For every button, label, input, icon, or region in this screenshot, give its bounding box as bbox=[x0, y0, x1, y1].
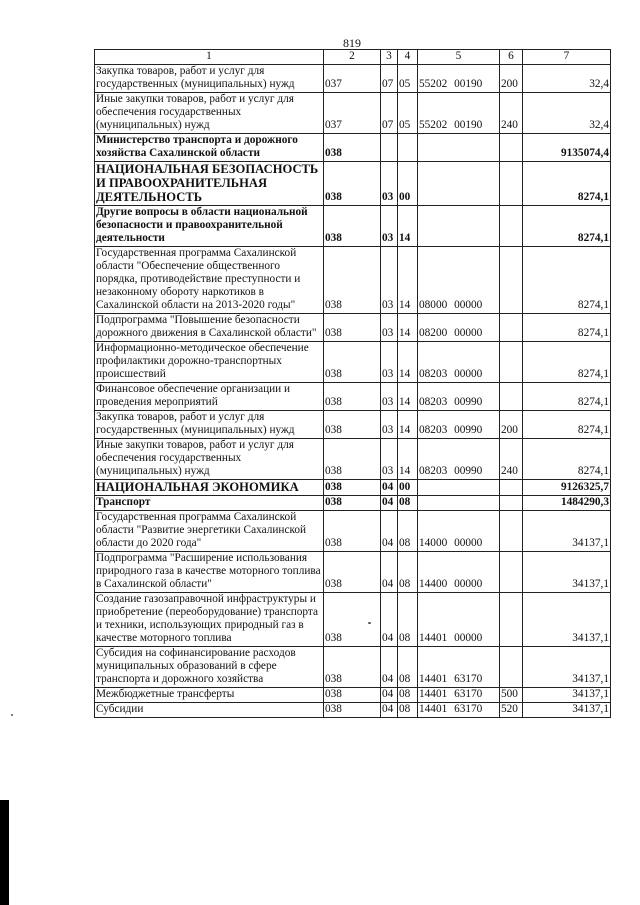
row-target-cell: 14401 63170 bbox=[418, 647, 500, 688]
row-section-cell: 03 bbox=[381, 383, 398, 411]
row-type-cell: 240 bbox=[500, 93, 523, 134]
row-name-cell: Информационно-методическое обеспечение профилактики дорожно-транспортных происшествий bbox=[95, 342, 324, 383]
row-target-cell: 08000 00000 bbox=[418, 247, 500, 314]
row-section-cell: 04 bbox=[381, 552, 398, 593]
table-row bbox=[95, 342, 611, 383]
row-name-cell: Межбюджетные трансферты bbox=[95, 688, 324, 703]
row-section-cell: 07 bbox=[381, 93, 398, 134]
row-type-cell bbox=[500, 162, 523, 206]
row-type-cell bbox=[500, 647, 523, 688]
row-name-cell: Другие вопросы в области национальной безопасности и правоохранительной деятельности bbox=[95, 206, 324, 247]
row-name-cell: Закупка товаров, работ и услуг для государственных (муниципальных) нужд bbox=[95, 65, 324, 93]
row-subsection-cell: 00 bbox=[398, 162, 418, 206]
row-name-cell: Государственная программа Сахалинской области "Развитие энергетики Сахалинской области до 2020 года" bbox=[95, 511, 324, 552]
row-code-cell: 038 bbox=[324, 206, 381, 247]
row-section-cell: 03 bbox=[381, 342, 398, 383]
row-subsection-cell: 08 bbox=[398, 688, 418, 703]
table-row bbox=[95, 247, 611, 314]
row-name-cell: Подпрограмма "Расширение использования природного газа в качестве моторного топлива в Сахалинской области" bbox=[95, 552, 324, 593]
row-section-cell: 04 bbox=[381, 688, 398, 703]
row-target-cell: 08203 00990 bbox=[418, 411, 500, 439]
row-amount-cell: 9126325,7 bbox=[523, 480, 611, 496]
row-amount-cell: 8274,1 bbox=[523, 342, 611, 383]
row-amount-cell: 34137,1 bbox=[523, 688, 611, 703]
row-name-cell: Иные закупки товаров, работ и услуг для обеспечения государственных (муниципальных) нужд bbox=[95, 93, 324, 134]
table-row bbox=[95, 688, 611, 703]
row-target-cell: 08203 00000 bbox=[418, 342, 500, 383]
row-code-cell: 038 bbox=[324, 134, 381, 162]
row-code-cell: 038 bbox=[324, 703, 381, 718]
row-amount-cell: 8274,1 bbox=[523, 247, 611, 314]
row-target-cell: 55202 00190 bbox=[418, 65, 500, 93]
header-cell: 6 bbox=[500, 50, 523, 65]
table-row bbox=[95, 496, 611, 511]
row-code-cell: 038 bbox=[324, 480, 381, 496]
table-row bbox=[95, 480, 611, 496]
row-target-cell bbox=[418, 134, 500, 162]
header-cell: 2 bbox=[324, 50, 381, 65]
table-row bbox=[95, 411, 611, 439]
row-section-cell: 04 bbox=[381, 496, 398, 511]
table-row bbox=[95, 134, 611, 162]
row-subsection-cell: 08 bbox=[398, 552, 418, 593]
row-type-cell bbox=[500, 314, 523, 342]
row-section-cell: 07 bbox=[381, 65, 398, 93]
row-code-cell: 038 bbox=[324, 314, 381, 342]
scan-speck bbox=[368, 622, 371, 624]
row-code-cell: 038 bbox=[324, 383, 381, 411]
row-target-cell bbox=[418, 496, 500, 511]
row-target-cell: 14400 00000 bbox=[418, 552, 500, 593]
row-code-cell: 037 bbox=[324, 65, 381, 93]
row-subsection-cell: 08 bbox=[398, 703, 418, 718]
row-subsection-cell: 08 bbox=[398, 647, 418, 688]
row-code-cell: 038 bbox=[324, 439, 381, 480]
row-subsection-cell: 05 bbox=[398, 65, 418, 93]
row-target-cell: 14401 00000 bbox=[418, 593, 500, 647]
row-target-cell: 14000 00000 bbox=[418, 511, 500, 552]
scan-edge-mark bbox=[0, 800, 9, 905]
row-target-cell bbox=[418, 480, 500, 496]
table-row bbox=[95, 206, 611, 247]
table-row bbox=[95, 314, 611, 342]
row-subsection-cell: 14 bbox=[398, 342, 418, 383]
table-row bbox=[95, 383, 611, 411]
row-target-cell: 55202 00190 bbox=[418, 93, 500, 134]
row-subsection-cell: 14 bbox=[398, 247, 418, 314]
row-code-cell: 038 bbox=[324, 496, 381, 511]
row-code-cell: 038 bbox=[324, 647, 381, 688]
row-amount-cell: 34137,1 bbox=[523, 552, 611, 593]
header-cell: 7 bbox=[523, 50, 611, 65]
row-amount-cell: 8274,1 bbox=[523, 383, 611, 411]
row-name-cell: Закупка товаров, работ и услуг для государственных (муниципальных) нужд bbox=[95, 411, 324, 439]
row-amount-cell: 8274,1 bbox=[523, 314, 611, 342]
row-name-cell: Финансовое обеспечение организации и проведения мероприятий bbox=[95, 383, 324, 411]
row-name-cell: НАЦИОНАЛЬНАЯ БЕЗОПАСНОСТЬ И ПРАВООХРАНИТЕЛЬНАЯ ДЕЯТЕЛЬНОСТЬ bbox=[95, 162, 324, 206]
row-type-cell bbox=[500, 593, 523, 647]
row-name-cell: Транспорт bbox=[95, 496, 324, 511]
row-type-cell bbox=[500, 552, 523, 593]
row-type-cell: 200 bbox=[500, 65, 523, 93]
row-subsection-cell: 14 bbox=[398, 411, 418, 439]
row-type-cell bbox=[500, 206, 523, 247]
row-section-cell: 04 bbox=[381, 647, 398, 688]
row-type-cell bbox=[500, 342, 523, 383]
row-type-cell: 240 bbox=[500, 439, 523, 480]
row-section-cell: 03 bbox=[381, 247, 398, 314]
row-type-cell bbox=[500, 247, 523, 314]
row-type-cell: 500 bbox=[500, 688, 523, 703]
row-type-cell: 520 bbox=[500, 703, 523, 718]
row-code-cell: 038 bbox=[324, 411, 381, 439]
header-cell: 1 bbox=[95, 50, 324, 65]
row-target-cell: 08203 00990 bbox=[418, 383, 500, 411]
row-amount-cell: 8274,1 bbox=[523, 162, 611, 206]
budget-table bbox=[94, 49, 611, 718]
row-code-cell: 038 bbox=[324, 552, 381, 593]
row-amount-cell: 9135074,4 bbox=[523, 134, 611, 162]
row-type-cell: 200 bbox=[500, 411, 523, 439]
row-section-cell: 03 bbox=[381, 314, 398, 342]
row-section-cell: 04 bbox=[381, 480, 398, 496]
row-amount-cell: 32,4 bbox=[523, 93, 611, 134]
row-target-cell: 08200 00000 bbox=[418, 314, 500, 342]
row-subsection-cell: 14 bbox=[398, 383, 418, 411]
row-code-cell: 038 bbox=[324, 342, 381, 383]
row-amount-cell: 1484290,3 bbox=[523, 496, 611, 511]
row-name-cell: Подпрограмма "Повышение безопасности дорожного движения в Сахалинской области" bbox=[95, 314, 324, 342]
row-section-cell: 03 bbox=[381, 439, 398, 480]
row-subsection-cell: 08 bbox=[398, 511, 418, 552]
row-code-cell: 038 bbox=[324, 593, 381, 647]
row-target-cell: 14401 63170 bbox=[418, 703, 500, 718]
table-row bbox=[95, 93, 611, 134]
table-row bbox=[95, 552, 611, 593]
row-target-cell: 08203 00990 bbox=[418, 439, 500, 480]
table-row bbox=[95, 703, 611, 718]
row-subsection-cell bbox=[398, 134, 418, 162]
row-section-cell: 04 bbox=[381, 703, 398, 718]
row-code-cell: 038 bbox=[324, 162, 381, 206]
row-type-cell bbox=[500, 134, 523, 162]
row-type-cell bbox=[500, 511, 523, 552]
row-subsection-cell: 05 bbox=[398, 93, 418, 134]
table-row bbox=[95, 439, 611, 480]
header-cell: 5 bbox=[418, 50, 500, 65]
table-row bbox=[95, 511, 611, 552]
header-cell: 3 bbox=[381, 50, 398, 65]
row-subsection-cell: 14 bbox=[398, 206, 418, 247]
row-code-cell: 038 bbox=[324, 688, 381, 703]
row-amount-cell: 34137,1 bbox=[523, 647, 611, 688]
row-name-cell: Субсидия на софинансирование расходов муниципальных образований в сфере транспорта и дорожного хозяйства bbox=[95, 647, 324, 688]
row-amount-cell: 34137,1 bbox=[523, 511, 611, 552]
row-section-cell: 04 bbox=[381, 593, 398, 647]
row-subsection-cell: 08 bbox=[398, 593, 418, 647]
header-cell: 4 bbox=[398, 50, 418, 65]
row-code-cell: 038 bbox=[324, 247, 381, 314]
row-type-cell bbox=[500, 480, 523, 496]
row-subsection-cell: 14 bbox=[398, 439, 418, 480]
scan-speck bbox=[11, 714, 13, 716]
row-amount-cell: 34137,1 bbox=[523, 703, 611, 718]
page-number: 819 bbox=[343, 36, 361, 50]
table-row bbox=[95, 65, 611, 93]
table-header-row bbox=[95, 50, 611, 65]
row-name-cell: НАЦИОНАЛЬНАЯ ЭКОНОМИКА bbox=[95, 480, 324, 496]
row-type-cell bbox=[500, 383, 523, 411]
row-section-cell: 03 bbox=[381, 411, 398, 439]
row-name-cell: Государственная программа Сахалинской области "Обеспечение общественного порядка, противодействие преступности и незаконному обороту наркотиков в Сахалинской области на 2013-2020 годы" bbox=[95, 247, 324, 314]
row-target-cell bbox=[418, 206, 500, 247]
row-type-cell bbox=[500, 496, 523, 511]
row-name-cell: Создание газозаправочной инфраструктуры и приобретение (переоборудование) транспорта и техники, использующих природный газ в качестве моторного топлива bbox=[95, 593, 324, 647]
row-name-cell: Министерство транспорта и дорожного хозяйства Сахалинской области bbox=[95, 134, 324, 162]
row-name-cell: Субсидии bbox=[95, 703, 324, 718]
row-target-cell: 14401 63170 bbox=[418, 688, 500, 703]
table-row bbox=[95, 647, 611, 688]
table-row bbox=[95, 162, 611, 206]
row-amount-cell: 32,4 bbox=[523, 65, 611, 93]
row-target-cell bbox=[418, 162, 500, 206]
row-amount-cell: 34137,1 bbox=[523, 593, 611, 647]
row-subsection-cell: 00 bbox=[398, 480, 418, 496]
row-amount-cell: 8274,1 bbox=[523, 439, 611, 480]
row-code-cell: 038 bbox=[324, 511, 381, 552]
row-subsection-cell: 08 bbox=[398, 496, 418, 511]
table-row bbox=[95, 593, 611, 647]
row-subsection-cell: 14 bbox=[398, 314, 418, 342]
row-section-cell: 03 bbox=[381, 206, 398, 247]
row-section-cell: 04 bbox=[381, 511, 398, 552]
row-code-cell: 037 bbox=[324, 93, 381, 134]
row-name-cell: Иные закупки товаров, работ и услуг для обеспечения государственных (муниципальных) нужд bbox=[95, 439, 324, 480]
row-amount-cell: 8274,1 bbox=[523, 206, 611, 247]
row-amount-cell: 8274,1 bbox=[523, 411, 611, 439]
row-section-cell bbox=[381, 134, 398, 162]
row-section-cell: 03 bbox=[381, 162, 398, 206]
